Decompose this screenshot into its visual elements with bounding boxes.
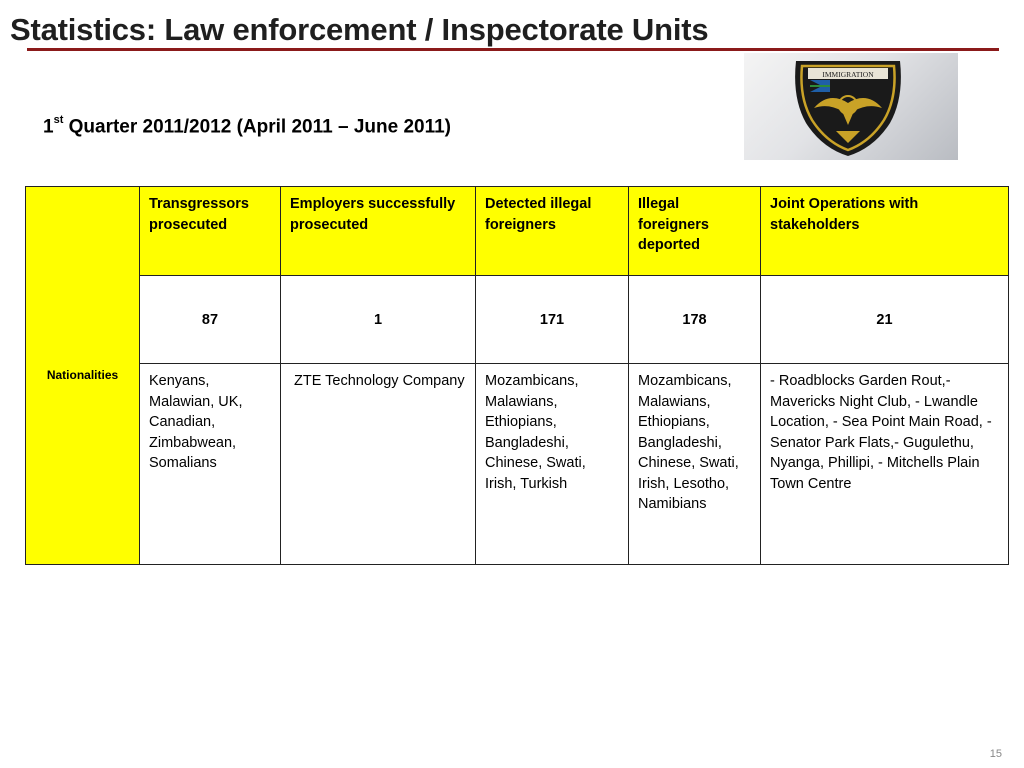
count-deported: 178 (629, 276, 761, 364)
joint-operations-locations: - Roadblocks Garden Rout,- Mavericks Night Club, - Lwandle Location, - Sea Point Main Road, - Senator Park Flats,- Gugulethu, Nyanga, Phillipi, - Mitchells Plain Town Centre (761, 364, 1009, 565)
row-label-nationalities: Nationalities (26, 187, 140, 565)
nationalities-employers: ZTE Technology Company (281, 364, 476, 565)
title-divider (27, 48, 999, 51)
slide-title: Statistics: Law enforcement / Inspectorate Units (10, 12, 709, 47)
table-row-counts (26, 276, 1009, 364)
shield-icon (744, 53, 958, 160)
statistics-table (25, 186, 1009, 565)
header-joint-operations: Joint Operations with stakeholders (761, 187, 1009, 276)
nationalities-detected: Mozambicans, Malawians, Ethiopians, Bangladeshi, Chinese, Swati, Irish, Turkish (476, 364, 629, 565)
header-illegal-foreigners-deported: Illegal foreigners deported (629, 187, 761, 276)
table-header-row (26, 187, 1009, 276)
nationalities-transgressors: Kenyans, Malawian, UK, Canadian, Zimbabwean, Somalians (140, 364, 281, 565)
count-transgressors: 87 (140, 276, 281, 364)
header-employers-prosecuted: Employers successfully prosecuted (281, 187, 476, 276)
subtitle-ordinal: st (53, 114, 64, 126)
badge-text: IMMIGRATION (822, 70, 874, 79)
header-transgressors-prosecuted: Transgressors prosecuted (140, 187, 281, 276)
table-row-nationalities (26, 364, 1009, 565)
page-number: 15 (989, 748, 1002, 760)
subtitle-text: Quarter 2011/2012 (April 2011 – June 2011) (63, 116, 451, 138)
slide-subtitle (43, 116, 451, 138)
count-detected: 171 (476, 276, 629, 364)
count-employers: 1 (281, 276, 476, 364)
subtitle-number: 1 (43, 116, 54, 138)
nationalities-deported: Mozambicans, Malawians, Ethiopians, Bangladeshi, Chinese, Swati, Irish, Lesotho, Namibians (629, 364, 761, 565)
count-joint-operations: 21 (761, 276, 1009, 364)
header-detected-illegal-foreigners: Detected illegal foreigners (476, 187, 629, 276)
immigration-badge-image (744, 53, 958, 160)
